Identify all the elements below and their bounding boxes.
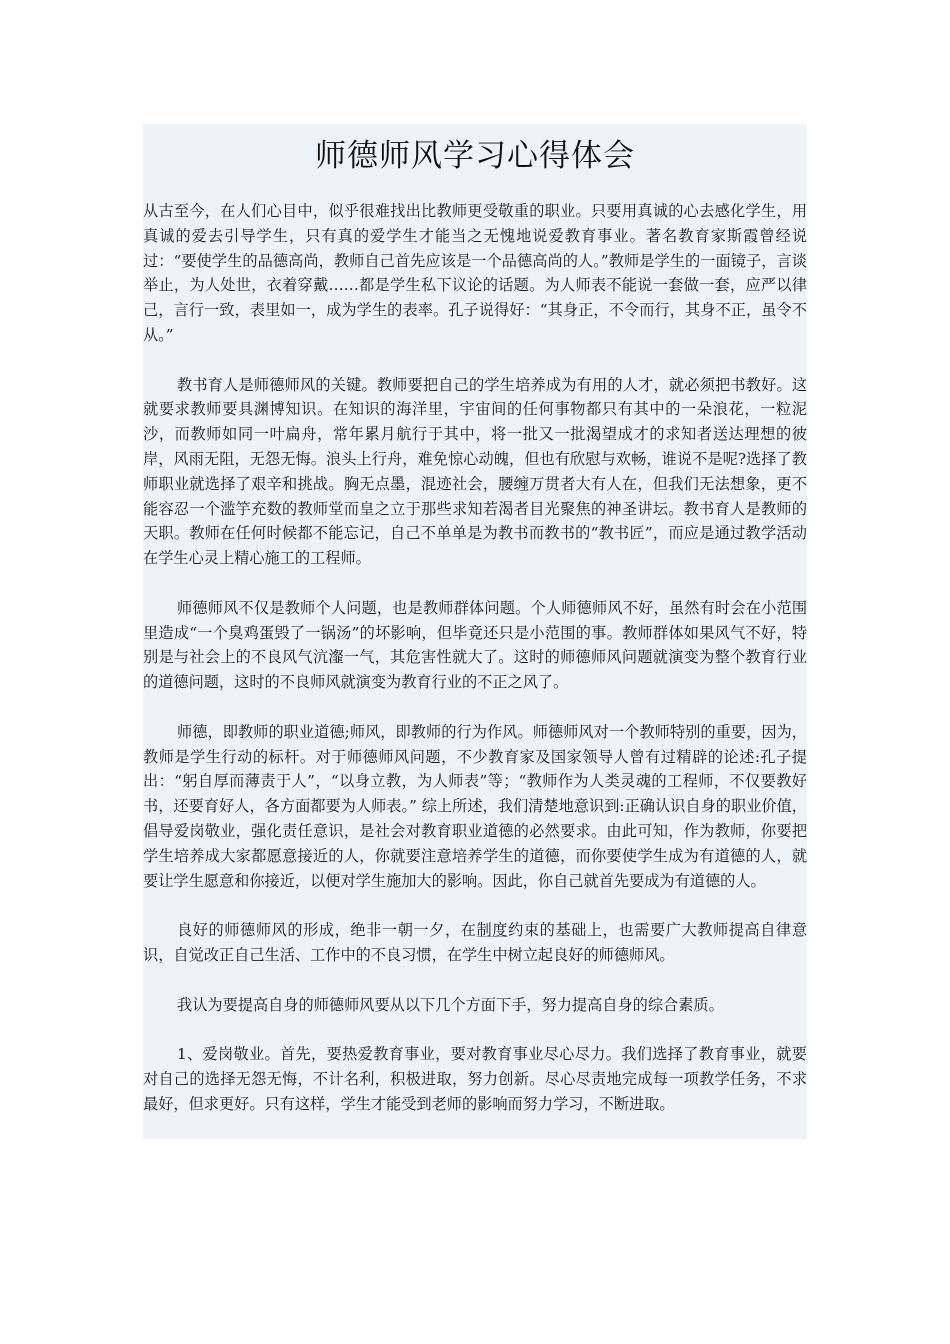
document-title: 师德师风学习心得体会 xyxy=(315,138,635,174)
document-body xyxy=(143,199,807,1139)
paragraph-1: 从古至今，在人们心目中，似乎很难找出比教师更受敬重的职业。只要用真诚的心去感化学生，用真诚的爱去引导学生，只有真的爱学生才能当之无愧地说爱教育事业。著名教育家斯霞曾经说过：“要使学生的品德高尚，教师自己首先应该是一个品德高尚的人。”教师是学生的一面镜子，言谈举止，为人处世，衣着穿戴……都是学生私下议论的话题。为人师表不能说一套做一套，应严以律己，言行一致，表里如一，成为学生的表率。孔子说得好：“其身正，不令而行，其身不正，虽令不从。” xyxy=(143,202,807,344)
paragraph-6: 我认为要提高自身的师德师风要从以下几个方面下手，努力提高自身的综合素质。 xyxy=(177,995,724,1014)
paragraph-3: 师德师风不仅是教师个人问题，也是教师群体问题。个人师德师风不好，虽然有时会在小范围里造成“一个臭鸡蛋毁了一锅汤”的坏影响，但毕竟还只是小范围的事。教师群体如果风气不好，特别是与社会上的不良风气沆瀣一气，其危害性就大了。这时的师德师风问题就演变为整个教育行业的道德问题，这时的不良师风就演变为教育行业的不正之风了。 xyxy=(143,598,807,692)
paragraph-5-text-after: 约束的基础上，也需要广大教师提高自律意识，自觉改正自己生活、工作中的不良习惯，在学生中树立起良好的师德师风。 xyxy=(143,921,807,964)
paragraph-5-text-before: 良好的师德师风的形成，绝非一朝一夕，在 xyxy=(177,921,477,940)
document-page xyxy=(143,124,807,1139)
paragraph-4: 师德，即教师的职业道德;师风，即教师的行为作风。师德师风对一个教师特别的重要，因为，教师是学生行动的标杆。对于师德师风问题，不少教育家及国家领导人曾有过精辟的论述:孔子提出：“躬自厚而薄责于人”，“以身立教，为人师表”等；“教师作为人类灵魂的工程师，不仅要教好书，还要育好人，各方面都要为人师表。” 综上所述，我们清楚地意识到:正确认识自身的职业价值，倡导爱岗敬业，强化责任意识，是社会对教育职业道德的必然要求。由此可知，作为教师，你要把学生培养成大家都愿意接近的人，你就要注意培养学生的道德，而你要使学生成为有道德的人，就要让学生愿意和你接近，以便对学生施加大的影响。因此，你自己就首先要成为有道德的人。 xyxy=(143,722,807,890)
paragraph-2: 教书育人是师德师风的关键。教师要把自己的学生培养成为有用的人才，就必须把书教好。这就要求教师要具渊博知识。在知识的海洋里，宇宙间的任何事物都只有其中的一朵浪花，一粒泥沙，而教师如同一叶扁舟，常年累月航行于其中，将一批又一批渴望成才的求知者送达理想的彼岸，风雨无阻，无怨无悔。浪头上行舟，难免惊心动魄，但也有欣慰与欢畅，谁说不是呢?选择了教师职业就选择了艰辛和挑战。胸无点墨，混迹社会，腰缠万贯者大有人在，但我们无法想象，更不能容忍一个滥竽充数的教师堂而皇之立于那些求知若渴者目光聚焦的神圣讲坛。教书育人是教师的天职。教师在任何时候都不能忘记，自己不单单是为教书而教书的“教书匠”，而应是通过教学活动在学生心灵上精心施工的工程师。 xyxy=(143,375,807,568)
paragraph-5 xyxy=(143,918,807,968)
institution-link[interactable]: 制度 xyxy=(476,921,509,940)
paragraph-7: 1、爱岗敬业。首先，要热爱教育事业，要对教育事业尽心尽力。我们选择了教育事业，就要对自己的选择无怨无悔，不计名利，积极进取，努力创新。尽心尽责地完成每一项教学任务，不求最好，但求更好。只有这样，学生才能受到老师的影响而努力学习，不断进取。 xyxy=(143,1045,807,1113)
